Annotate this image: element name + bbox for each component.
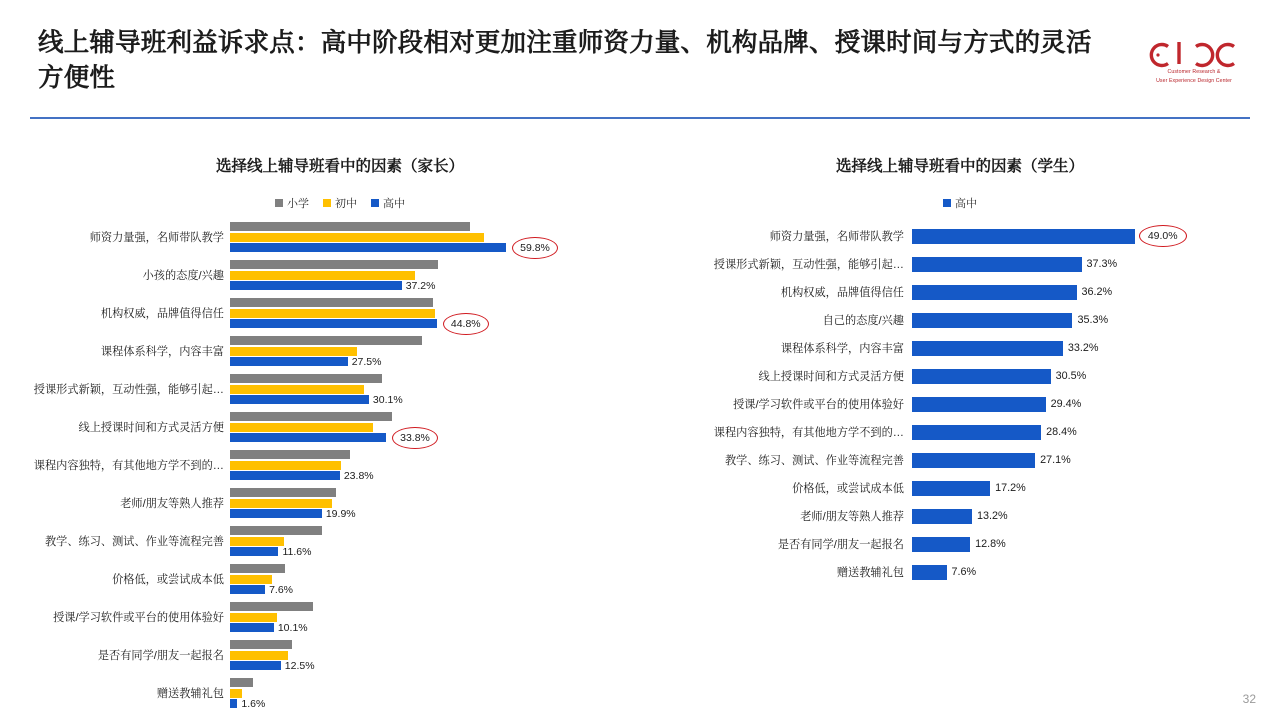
bar-高中: [912, 285, 1113, 300]
category-label: 授课/学习软件或平台的使用体验好: [53, 612, 224, 624]
legend-item-gaozhong: [371, 195, 405, 211]
chart-row: [660, 334, 1260, 362]
bar-初中: [230, 575, 272, 584]
bar-小学: [230, 260, 438, 269]
category-label: 课程体系科学，内容丰富: [100, 346, 224, 358]
legend-swatch-xiaoxue: [275, 199, 283, 207]
chart-row: [30, 222, 650, 252]
bar-初中: [230, 689, 242, 698]
bar-group: [912, 453, 1260, 468]
chart-row: [30, 450, 650, 480]
bar-高中: [912, 481, 1026, 496]
bar-group: [230, 602, 650, 632]
legend-item-xiaoxue: [275, 195, 309, 211]
chart-row: [30, 412, 650, 442]
chart-row: [30, 488, 650, 518]
bar-value-label: 13.2%: [977, 510, 1008, 522]
category-label: 教学、练习、测试、作业等流程完善: [724, 455, 904, 467]
bar-value-label: 12.5%: [284, 659, 315, 672]
bar-group: [230, 640, 650, 670]
category-label: 教学、练习、测试、作业等流程完善: [44, 536, 224, 548]
category-label: 老师/朋友等熟人推荐: [800, 511, 904, 523]
bar-小学: [230, 488, 336, 497]
category-label: 线上授课时间和方式灵活方便: [758, 371, 904, 383]
bar-高中: [230, 583, 293, 596]
bar-高中: [230, 469, 374, 482]
category-label: 自己的态度/兴趣: [822, 315, 904, 327]
bar-初中: [230, 309, 435, 318]
bar-group: [230, 526, 650, 556]
bar-value-label: 33.2%: [1067, 342, 1099, 354]
logo-subtitle-line1: Customer Research &: [1167, 69, 1221, 75]
bar-value-label: 27.5%: [351, 355, 382, 368]
bar-高中: [230, 621, 308, 634]
category-label: 课程内容独特，有其他地方学不到的…: [713, 427, 904, 439]
bar-初中: [230, 233, 484, 242]
header-divider: [30, 117, 1250, 119]
slide-header: [0, 0, 1280, 118]
legend-item-gaozhong-students: [943, 195, 977, 211]
bar-value-label: 35.3%: [1077, 314, 1109, 326]
chart-row: [30, 374, 650, 404]
bar-value-label: 11.6%: [282, 545, 312, 558]
bar-小学: [230, 678, 253, 687]
bar-高中: [230, 507, 356, 520]
category-label: 授课形式新颖，互动性强，能够引起…: [33, 384, 224, 396]
chart-row: [30, 678, 650, 708]
bar-value-label: 19.9%: [325, 507, 356, 520]
bar-高中: [230, 432, 430, 444]
legend-label-gaozhong-students: 高中: [955, 198, 977, 210]
legend-label-gaozhong: 高中: [383, 198, 405, 210]
page-number: 32: [1242, 692, 1256, 706]
bar-group: [230, 260, 650, 290]
category-label: 价格低，或尝试成本低: [112, 574, 224, 586]
bar-chart-students: [660, 222, 1260, 586]
bar-group: [912, 341, 1260, 356]
bar-初中: [230, 651, 288, 660]
bar-高中: [912, 369, 1087, 384]
chart-row: [30, 260, 650, 290]
category-label: 师资力量强，名师带队教学: [769, 231, 904, 243]
bar-小学: [230, 450, 350, 459]
chart-row: [660, 222, 1260, 250]
bar-高中: [912, 229, 1178, 244]
bar-value-label: 37.2%: [405, 279, 436, 292]
bar-初中: [230, 537, 284, 546]
bar-小学: [230, 526, 322, 535]
highlight-annotation: 44.8%: [443, 313, 489, 335]
bar-group: [912, 565, 1260, 580]
legend-label-chuzhong: 初中: [335, 198, 357, 210]
bar-高中: [230, 697, 266, 710]
bar-group: [912, 537, 1260, 552]
bar-group: [230, 336, 650, 366]
bar-高中: [912, 453, 1071, 468]
chart-row: [30, 640, 650, 670]
bar-group: [230, 564, 650, 594]
bar-value-label: 7.6%: [269, 583, 293, 596]
chart-row: [30, 564, 650, 594]
bar-group: [912, 285, 1260, 300]
chart-row: [660, 278, 1260, 306]
bar-初中: [230, 347, 357, 356]
chart-row: [660, 446, 1260, 474]
bar-value-label: 1.6%: [241, 697, 266, 710]
chart-row: [660, 530, 1260, 558]
chart-title-parents: 选择线上辅导班看中的因素（家长）: [215, 158, 464, 175]
bar-高中: [912, 537, 1006, 552]
chart-row: [30, 336, 650, 366]
bar-value-label: 7.6%: [951, 566, 977, 578]
bar-value-label: 17.2%: [995, 482, 1026, 494]
chart-legend-students: [660, 196, 1260, 210]
bar-初中: [230, 423, 373, 432]
bar-group: [912, 425, 1260, 440]
legend-label-xiaoxue: 小学: [287, 198, 309, 210]
bar-小学: [230, 222, 470, 231]
bar-value-label: 27.1%: [1040, 454, 1071, 466]
bar-高中: [230, 659, 315, 672]
bar-小学: [230, 602, 313, 611]
bar-value-label: 10.1%: [277, 621, 308, 634]
category-label: 课程内容独特，有其他地方学不到的…: [33, 460, 224, 472]
logo-subtitle-line2: User Experience Design Center: [1156, 77, 1232, 84]
bar-group: [230, 412, 650, 442]
bar-高中: [230, 545, 312, 558]
bar-group: [230, 488, 650, 518]
category-label: 是否有同学/朋友一起报名: [97, 650, 224, 662]
bar-小学: [230, 640, 292, 649]
legend-swatch-chuzhong: [323, 199, 331, 207]
category-label: 课程体系科学，内容丰富: [780, 343, 904, 355]
bar-高中: [912, 397, 1082, 412]
bar-group: [912, 481, 1260, 496]
bar-小学: [230, 336, 422, 345]
bar-高中: [230, 318, 481, 330]
bar-小学: [230, 564, 285, 573]
bar-value-label: 28.4%: [1046, 426, 1077, 438]
bar-高中: [912, 313, 1109, 328]
chart-title-students: 选择线上辅导班看中的因素（学生）: [835, 158, 1084, 175]
bar-group: [912, 397, 1260, 412]
chart-row: [660, 250, 1260, 278]
bar-小学: [230, 374, 382, 383]
chart-row: [660, 362, 1260, 390]
highlight-annotation: 49.0%: [1139, 225, 1187, 247]
cdc-wordmark-icon: [1138, 38, 1250, 68]
category-label: 价格低，或尝试成本低: [792, 483, 904, 495]
bar-value-label: 30.1%: [372, 393, 403, 406]
category-label: 赠送教辅礼包: [836, 567, 904, 579]
bar-高中: [912, 257, 1118, 272]
chart-panel-parents: [30, 140, 650, 716]
bar-group: [230, 678, 650, 708]
bar-高中: [230, 355, 382, 368]
bar-value-label: 30.5%: [1055, 370, 1087, 382]
bar-group: [230, 374, 650, 404]
bar-group: [912, 229, 1260, 244]
legend-item-chuzhong: [323, 195, 357, 211]
category-label: 师资力量强，名师带队教学: [89, 232, 224, 244]
bar-group: [912, 313, 1260, 328]
bar-value-label: 37.3%: [1086, 258, 1118, 270]
category-label: 机构权威，品牌值得信任: [100, 308, 224, 320]
bar-group: [912, 369, 1260, 384]
bar-初中: [230, 461, 341, 470]
chart-row: [660, 306, 1260, 334]
category-label: 老师/朋友等熟人推荐: [120, 498, 224, 510]
bar-group: [230, 450, 650, 480]
category-label: 小孩的态度/兴趣: [142, 270, 224, 282]
bar-初中: [230, 613, 277, 622]
bar-初中: [230, 499, 332, 508]
bar-value-label: 12.8%: [975, 538, 1006, 550]
page-title: 线上辅导班利益诉求点：高中阶段相对更加注重师资力量、机构品牌、授课时间与方式的灵活方便性: [38, 29, 1092, 93]
bar-初中: [230, 271, 415, 280]
chart-row: [30, 526, 650, 556]
cdc-logo: [1138, 38, 1250, 84]
legend-swatch-gaozhong-students: [943, 199, 951, 207]
bar-group: [912, 257, 1260, 272]
category-label: 赠送教辅礼包: [156, 688, 224, 700]
bar-高中: [912, 425, 1077, 440]
bar-高中: [912, 341, 1099, 356]
category-label: 机构权威，品牌值得信任: [780, 287, 904, 299]
chart-row: [30, 298, 650, 328]
highlight-annotation: 59.8%: [512, 237, 558, 259]
category-label: 线上授课时间和方式灵活方便: [78, 422, 224, 434]
bar-小学: [230, 412, 392, 421]
bar-高中: [912, 509, 1008, 524]
bar-高中: [230, 393, 403, 406]
grouped-bar-chart-parents: [30, 222, 650, 708]
chart-row: [660, 558, 1260, 586]
chart-legend-parents: [30, 196, 650, 210]
bar-初中: [230, 385, 364, 394]
bar-group: [230, 298, 650, 328]
bar-小学: [230, 298, 433, 307]
bar-高中: [230, 279, 436, 292]
bar-高中: [230, 242, 550, 254]
chart-row: [660, 418, 1260, 446]
bar-value-label: 23.8%: [343, 469, 374, 482]
bar-value-label: 29.4%: [1050, 398, 1082, 410]
chart-panel-students: [660, 140, 1260, 586]
bar-group: [912, 509, 1260, 524]
bar-group: [230, 222, 650, 252]
legend-swatch-gaozhong: [371, 199, 379, 207]
chart-row: [660, 502, 1260, 530]
bar-value-label: 36.2%: [1081, 286, 1113, 298]
bar-高中: [912, 565, 977, 580]
category-label: 授课/学习软件或平台的使用体验好: [733, 399, 904, 411]
category-label: 是否有同学/朋友一起报名: [777, 539, 904, 551]
chart-row: [660, 390, 1260, 418]
chart-row: [30, 602, 650, 632]
highlight-annotation: 33.8%: [392, 427, 438, 449]
category-label: 授课形式新颖，互动性强，能够引起…: [713, 259, 904, 271]
chart-row: [660, 474, 1260, 502]
